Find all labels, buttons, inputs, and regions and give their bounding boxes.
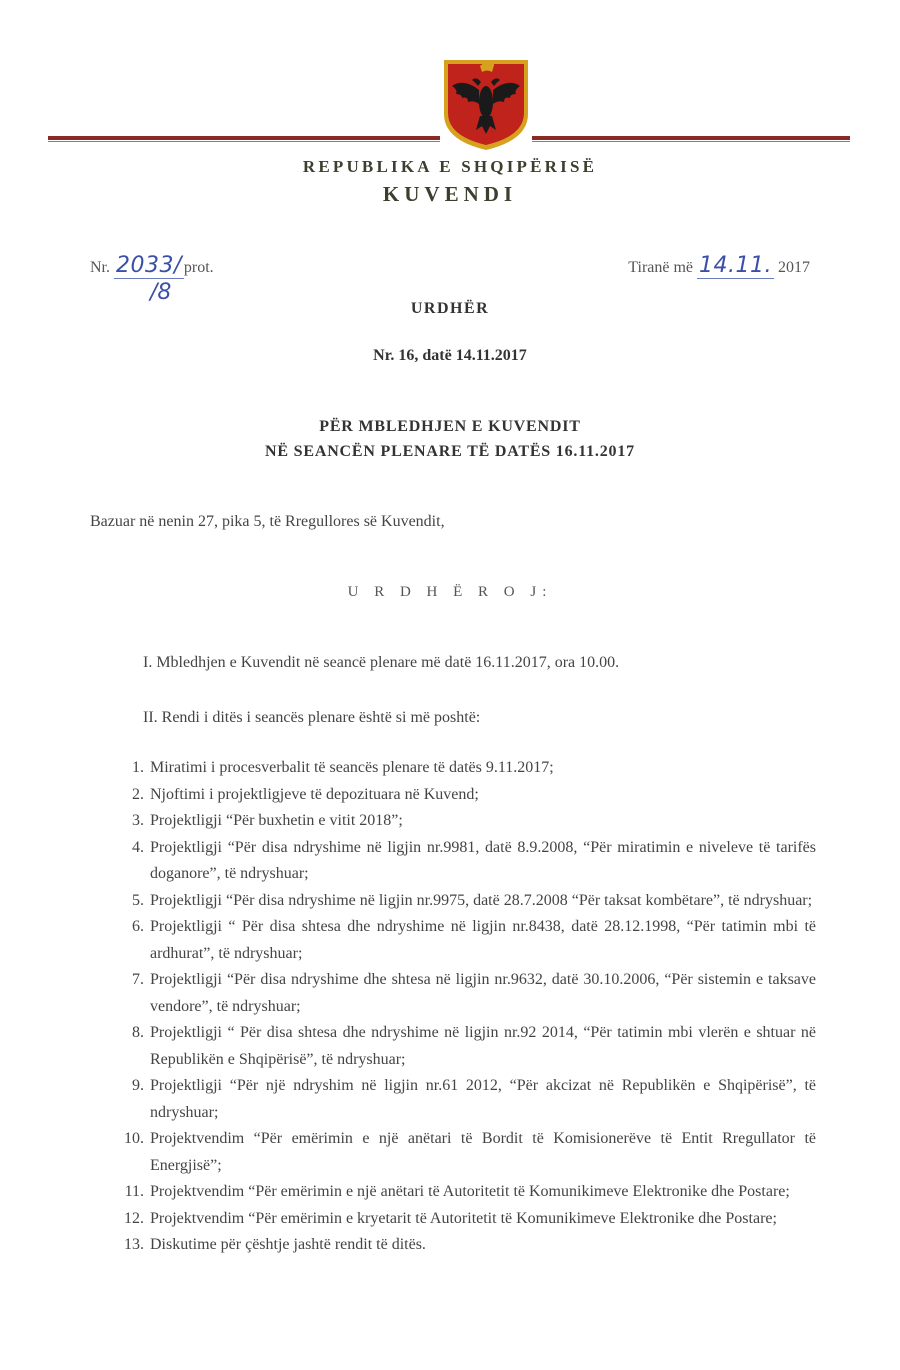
agenda-item-text: Njoftimi i projektligjeve të depozituara në Kuvend; — [150, 785, 479, 803]
agenda-item-number: 9. — [132, 1077, 144, 1094]
agenda-item-text: Projektvendim “Për emërimin e kryetarit të Autoritetit të Komunikimeve Elektronike dhe Postare; — [150, 1209, 777, 1227]
place-date — [628, 253, 810, 278]
agenda-item-text: Projektvendim “Për emërimin e një anëtari të Bordit të Komisionerëve të Entit Rregullator të Energjisë”; — [150, 1130, 816, 1174]
agenda-item-number: 5. — [132, 891, 144, 909]
legal-basis: Bazuar në nenin 27, pika 5, të Rregullores së Kuvendit, — [90, 513, 445, 530]
agenda-item-number: 3. — [132, 812, 144, 829]
agenda-item-number: 12. — [124, 1209, 144, 1227]
protocol-number-handwritten: 2033/ — [116, 253, 182, 278]
agenda-item-number: 11. — [124, 1183, 144, 1200]
agenda-item-text: Projektligji “ Për disa shtesa dhe ndryshime në ligjin nr.8438, datë 28.12.1998, “Për tatimin mbi të ardhurat”, të ndryshuar; — [150, 918, 816, 962]
paragraph-two: II. Rendi i ditës i seancës plenare është si më poshtë: — [143, 709, 481, 726]
agenda-item-number: 1. — [132, 759, 144, 776]
agenda-item — [90, 888, 816, 915]
date-year: 2017 — [778, 259, 810, 276]
agenda-item-text: Diskutime për çështje jashtë rendit të ditës. — [150, 1236, 426, 1253]
header-rule-left — [48, 136, 440, 140]
albanian-coat-of-arms-icon — [440, 56, 532, 152]
agenda-item — [90, 835, 816, 888]
subject-line-2: NË SEANCËN PLENARE TË DATËS 16.11.2017 — [265, 443, 635, 460]
agenda-item-number: 7. — [132, 971, 144, 988]
order-heading: U R D H Ë R O J: — [347, 584, 553, 600]
agenda-item — [90, 1020, 816, 1073]
agenda-item-text: Projektligji “ Për disa shtesa dhe ndryshime në ligjin nr.92 2014, “Për tatimin mbi vlerën e shtuar në Republikën e Shqipërisë”, të ndryshuar; — [150, 1024, 816, 1068]
agenda-item-text: Projektligji “Për disa ndryshime dhe shtesa në ligjin nr.9632, datë 30.10.2006, “Për sistemin e taksave vendore”, të ndryshuar; — [150, 971, 816, 1015]
document-type-title: URDHËR — [410, 300, 490, 317]
agenda-item — [90, 1232, 816, 1259]
agenda-item — [90, 914, 816, 967]
agenda-item-text: Projektligji “Për disa ndryshime në ligjin nr.9975, datë 28.7.2008 “Për taksat kombëtare”, të ndryshuar; — [150, 891, 813, 909]
agenda-list — [90, 755, 816, 1259]
subject-line-1: PËR MBLEDHJEN E KUVENDIT — [319, 418, 581, 435]
agenda-item-number: 13. — [124, 1236, 144, 1253]
date-handwritten: 14.11. — [699, 253, 772, 278]
agenda-item-text: Projektligji “Për një ndryshim në ligjin nr.61 2012, “Për akcizat në Republikën e Shqipërisë”, të ndryshuar; — [150, 1077, 816, 1121]
header-institution: KUVENDI — [382, 182, 518, 206]
protocol-reference — [90, 253, 214, 278]
agenda-item — [90, 1126, 816, 1179]
agenda-item — [90, 755, 816, 782]
agenda-item — [90, 1206, 816, 1233]
agenda-item-number: 10. — [124, 1130, 144, 1147]
agenda-item-text: Projektvendim “Për emërimin e një anëtari të Autoritetit të Komunikimeve Elektronike dhe Postare; — [150, 1183, 790, 1200]
agenda-item-number: 6. — [132, 918, 144, 935]
agenda-item — [90, 1073, 816, 1126]
agenda-item — [90, 967, 816, 1020]
agenda-item — [90, 1179, 816, 1206]
protocol-suffix: prot. — [183, 259, 214, 276]
agenda-item — [90, 808, 816, 835]
agenda-item-number: 2. — [132, 785, 144, 803]
agenda-item — [90, 782, 816, 809]
order-number-date: Nr. 16, datë 14.11.2017 — [373, 347, 527, 364]
protocol-sub-handwritten: /8 — [150, 280, 172, 305]
header-rule-right — [532, 136, 850, 140]
nr-prefix: Nr. — [90, 259, 110, 276]
agenda-item-number: 8. — [132, 1024, 144, 1041]
paragraph-one: I. Mbledhjen e Kuvendit në seancë plenare më datë 16.11.2017, ora 10.00. — [143, 654, 620, 671]
header-country: REPUBLIKA E SHQIPËRISË — [302, 157, 598, 176]
agenda-item-text: Miratimi i procesverbalit të seancës plenare të datës 9.11.2017; — [150, 759, 554, 776]
agenda-item-text: Projektligji “Për buxhetin e vitit 2018”; — [150, 812, 403, 829]
agenda-item-number: 4. — [132, 838, 144, 856]
place-prefix: Tiranë më — [628, 259, 694, 276]
agenda-item-text: Projektligji “Për disa ndryshime në ligjin nr.9981, datë 8.9.2008, “Për miratimin e niveleve të tarifës doganore”, të ndryshuar; — [150, 838, 816, 882]
